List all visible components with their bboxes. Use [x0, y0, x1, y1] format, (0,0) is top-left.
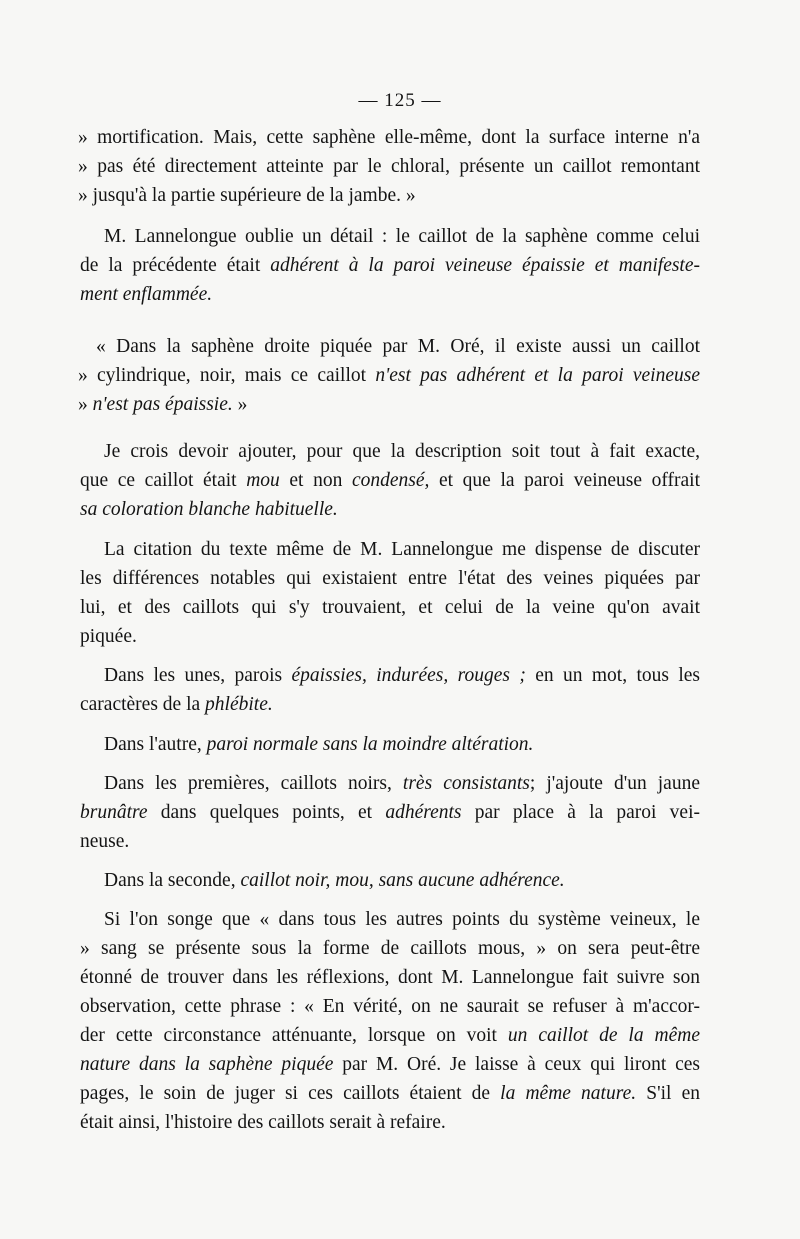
text-line: était ainsi, l'histoire des caillots serait à refaire. [80, 1112, 446, 1133]
text-line: M. Lannelongue oublie un détail : le caillot de la saphène comme celui [104, 226, 700, 247]
text-line: brunâtre dans quelques points, et adhérents par place à la paroi vei- [80, 802, 700, 823]
text-line: sa coloration blanche habituelle. [80, 499, 338, 520]
text-line: La citation du texte même de M. Lannelongue me dispense de discuter [104, 539, 700, 560]
text-line: les différences notables qui existaient entre l'état des veines piquées par [80, 568, 700, 589]
text-line: » n'est pas épaissie. » [78, 394, 248, 415]
text-line: » sang se présente sous la forme de caillots mous, » on sera peut-être [80, 938, 700, 959]
text-line: observation, cette phrase : « En vérité, on ne saurait se refuser à m'accor- [80, 996, 700, 1017]
text-line: » pas été directement atteinte par le chloral, présente un caillot remontant [78, 156, 700, 177]
page-number: — 125 — [358, 90, 442, 111]
text-line: Dans la seconde, caillot noir, mou, sans aucune adhérence. [104, 870, 565, 891]
text-line: de la précédente était adhérent à la paroi veineuse épaissie et manifeste- [80, 255, 700, 276]
text-line: étonné de trouver dans les réflexions, dont M. Lannelongue fait suivre son [80, 967, 700, 988]
text-line: » mortification. Mais, cette saphène elle-même, dont la surface interne n'a [78, 127, 700, 148]
text-line: Dans les unes, parois épaissies, indurées, rouges ; en un mot, tous les [104, 665, 701, 686]
text-line: Je crois devoir ajouter, pour que la description soit tout à fait exacte, [104, 441, 700, 462]
text-line: que ce caillot était mou et non condensé, et que la paroi veineuse offrait [80, 470, 700, 491]
text-line: « Dans la saphène droite piquée par M. Oré, il existe aussi un caillot [96, 336, 700, 357]
text-line: lui, et des caillots qui s'y trouvaient, et celui de la veine qu'on avait [80, 597, 700, 618]
text-line: » jusqu'à la partie supérieure de la jambe. » [78, 185, 416, 206]
text-line: Dans l'autre, paroi normale sans la moindre altération. [104, 734, 534, 755]
text-line: Dans les premières, caillots noirs, très consistants; j'ajoute d'un jaune [104, 773, 700, 794]
text-line: neuse. [80, 831, 130, 852]
text-line: piquée. [80, 626, 137, 647]
text-line: ment enflammée. [80, 284, 213, 305]
text-line: Si l'on songe que « dans tous les autres points du système veineux, le [104, 909, 700, 930]
text-line: pages, le soin de juger si ces caillots étaient de la même nature. S'il en [80, 1083, 700, 1104]
text-line: caractères de la phlébite. [80, 694, 273, 715]
text-line: der cette circonstance atténuante, lorsque on voit un caillot de la même [80, 1025, 701, 1046]
text-line: » cylindrique, noir, mais ce caillot n'est pas adhérent et la paroi veineuse [78, 365, 700, 386]
text-line: nature dans la saphène piquée par M. Oré. Je laisse à ceux qui liront ces [80, 1054, 700, 1075]
